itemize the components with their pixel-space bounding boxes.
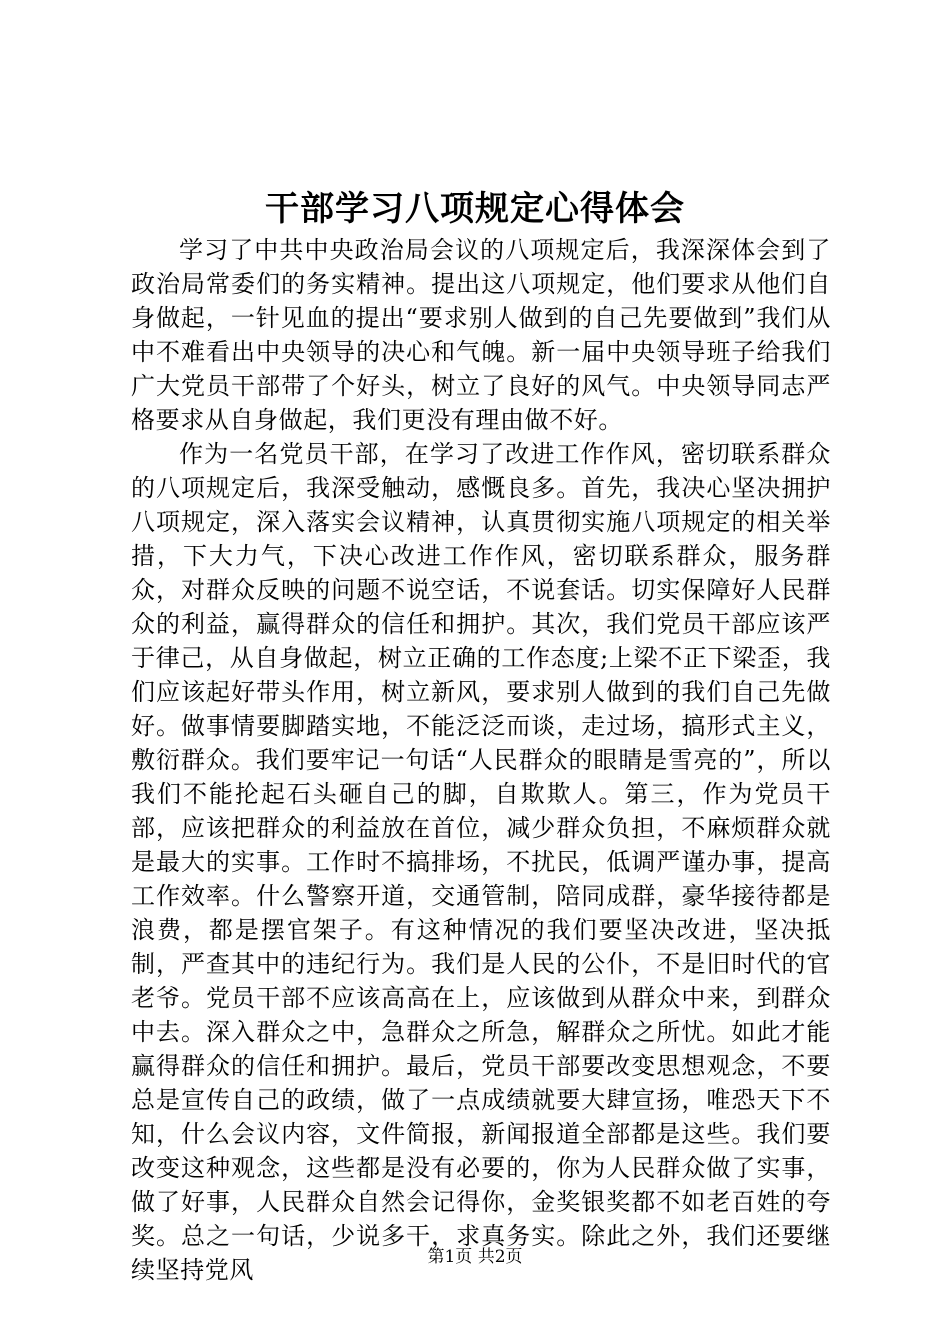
document-title: 干部学习八项规定心得体会	[265, 189, 685, 229]
paragraph-2: 作为一名党员干部，在学习了改进工作作风，密切联系群众的八项规定后，我深受触动，感慨良多。首先，我决心坚决拥护八项规定，深入落实会议精神，认真贯彻实施八项规定的相关举措，下大力气，下决心改进工作作风，密切联系群众，服务群众，对群众反映的问题不说空话，不说套话。切实保障好人民群众的利益，赢得群众的信任和拥护。其次，我们党员干部应该严于律己，从自身做起，树立正确的工作态度;上梁不正下梁歪，我们应该起好带头作用，树立新风，要求别人做到的我们自己先做好。做事情要脚踏实地，不能泛泛而谈，走过场，搞形式主义，敷衍群众。我们要牢记一句话“人民群众的眼睛是雪亮的”，所以我们不能抡起石头砸自己的脚，自欺欺人。第三，作为党员干部，应该把群众的利益放在首位，减少群众负担，不麻烦群众就是最大的实事。工作时不搞排场，不扰民，低调严谨办事，提高工作效率。什么警察开道，交通管制，陪同成群，豪华接待都是浪费，都是摆官架子。有这种情况的我们要坚决改进，坚决抵制，严查其中的违纪行为。我们是人民的公仆，不是旧时代的官老爷。党员干部不应该高高在上，应该做到从群众中来，到群众中去。深入群众之中，急群众之所急，解群众之所忧。如此才能赢得群众的信任和拥护。最后，党员干部要改变思想观念，不要总是宣传自己的政绩，做了一点成绩就要大肆宣扬，唯恐天下不知，什么会议内容，文件简报，新闻报道全部都是这些。我们要改变这种观念，这些都是没有必要的，你为人民群众做了实事，做了好事，人民群众自然会记得你，金奖银奖都不如老百姓的夸奖。总之一句话，少说多干，求真务实。除此之外，我们还要继续坚持党风	[131, 440, 831, 1284]
paragraph-1: 学习了中共中央政治局会议的八项规定后，我深深体会到了政治局常委们的务实精神。提出这八项规定，他们要求从他们自身做起，一针见血的提出“要求别人做到的自己先要做到”我们从中不难看出中央领导的决心和气魄。新一届中央领导班子给我们广大党员干部带了个好头，树立了良好的风气。中央领导同志严格要求从自身做起，我们更没有理由做不好。	[131, 236, 831, 434]
page-footer: 第1页 共2页	[427, 1247, 523, 1267]
document-body	[131, 233, 831, 1287]
